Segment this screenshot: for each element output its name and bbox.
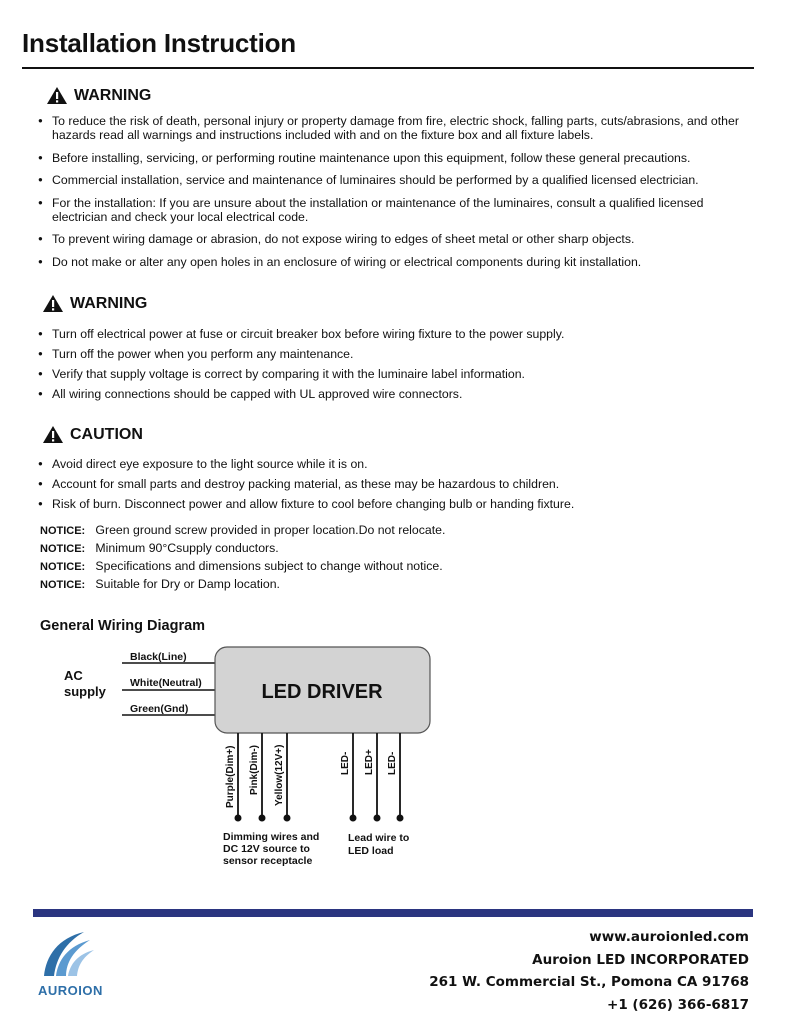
wire-label-green: Green(Gnd): [130, 703, 189, 715]
list-item: ● To prevent wiring damage or abrasion, do not expose wiring to edges of sheet metal or other sharp objects.: [38, 232, 758, 246]
caution-list: [38, 457, 758, 511]
logo-text: AUROION: [38, 983, 103, 998]
list-item: ● Do not make or alter any open holes in an enclosure of wiring or electrical components during kit installation.: [38, 255, 758, 269]
notice-line: [40, 558, 445, 576]
list-item: ● Avoid direct eye exposure to the light source while it is on.: [38, 457, 758, 471]
ac-label-line2: supply: [64, 684, 106, 699]
list-item: ● To reduce the risk of death, personal injury or property damage from fire, electric shock, falling parts, cuts/abrasions, and other hazards read all warnings and instructions included with and on the fixture box and all fixture labels.: [38, 114, 758, 143]
dimming-caption-line: DC 12V source to: [223, 843, 310, 855]
wire-label-pink: Pink(Dim-): [249, 745, 260, 795]
wire-label-black: Black(Line): [130, 651, 187, 663]
warning-list-1: [38, 114, 758, 269]
wire-end-dot: [235, 815, 242, 822]
notice-line: [40, 522, 445, 540]
notice-label: NOTICE:: [40, 561, 86, 573]
list-item: ● Verify that supply voltage is correct by comparing it with the luminaire label information.: [38, 367, 758, 381]
list-item: ● Risk of burn. Disconnect power and allow fixture to cool before changing bulb or handing fixture.: [38, 497, 758, 511]
warning-heading-text: WARNING: [70, 294, 148, 312]
wire-end-dot: [397, 815, 404, 822]
list-item: ● Turn off electrical power at fuse or circuit breaker box before wiring fixture to the power supply.: [38, 327, 758, 341]
notice-text: Suitable for Dry or Damp location.: [95, 577, 280, 591]
list-item: ● All wiring connections should be capped with UL approved wire connectors.: [38, 387, 758, 401]
page-title: Installation Instruction: [22, 28, 296, 58]
list-item: ● Before installing, servicing, or performing routine maintenance upon this equipment, follow these general precautions.: [38, 151, 758, 165]
ac-label-line1: AC: [64, 668, 83, 683]
company-name: Auroion LED INCORPORATED: [532, 951, 749, 968]
caution-heading: [42, 425, 143, 444]
led-caption-line: Lead wire to: [348, 832, 410, 844]
notice-text: Specifications and dimensions subject to change without notice.: [95, 559, 443, 573]
wire-end-dot: [284, 815, 291, 822]
diagram-title: General Wiring Diagram: [40, 618, 206, 634]
notice-line: [40, 576, 445, 594]
warning-heading-text: WARNING: [74, 86, 152, 104]
dimming-caption-line: sensor receptacle: [223, 855, 313, 867]
led-driver-label: LED DRIVER: [261, 681, 383, 703]
auroion-logo-icon: [36, 928, 96, 978]
list-item: ● Commercial installation, service and maintenance of luminaires should be performed by a qualified licensed electrician.: [38, 173, 758, 187]
warning-heading-1: [46, 86, 151, 105]
wiring-diagram: [0, 640, 791, 880]
website-link[interactable]: www.auroionled.com: [589, 929, 749, 945]
caution-heading-text: CAUTION: [70, 425, 143, 443]
company-info: [429, 926, 749, 1016]
wire-label-yellow: Yellow(12V+): [274, 744, 285, 806]
notice-label: NOTICE:: [40, 525, 86, 537]
wire-label-purple: Purple(Dim+): [225, 745, 236, 808]
warning-heading-2: [42, 294, 147, 313]
notice-text: Green ground screw provided in proper location.Do not relocate.: [95, 523, 446, 537]
wire-label-led-neg-2: LED-: [387, 751, 398, 775]
notices-block: [40, 522, 445, 594]
dimming-caption-line: Dimming wires and: [223, 831, 320, 843]
warning-triangle-icon: [42, 425, 64, 444]
notice-label: NOTICE:: [40, 579, 86, 591]
title-divider: [22, 67, 754, 69]
wire-end-dot: [259, 815, 266, 822]
wire-label-white: White(Neutral): [130, 677, 202, 689]
wire-label-led-neg-1: LED-: [340, 751, 351, 775]
notice-label: NOTICE:: [40, 543, 86, 555]
footer-bar: [33, 909, 753, 917]
wire-end-dot: [374, 815, 381, 822]
company-address: 261 W. Commercial St., Pomona CA 91768: [429, 974, 749, 990]
list-item: ● Turn off the power when you perform any maintenance.: [38, 347, 758, 361]
warning-triangle-icon: [46, 86, 68, 105]
list-item: ● For the installation: If you are unsure about the installation or maintenance of the luminaires, consult a qualified licensed electrician and check your local electrical code.: [38, 196, 712, 225]
company-logo: [36, 928, 116, 998]
list-item: ● Account for small parts and destroy packing material, as these may be hazardous to children.: [38, 477, 758, 491]
notice-text: Minimum 90°Csupply conductors.: [95, 541, 279, 555]
warning-triangle-icon: [42, 294, 64, 313]
company-phone: +1 (626) 366-6817: [607, 996, 749, 1013]
wire-end-dot: [350, 815, 357, 822]
warning-list-2: [38, 327, 758, 401]
led-caption-line: LED load: [348, 845, 394, 857]
wire-label-led-pos: LED+: [364, 749, 375, 775]
notice-line: [40, 540, 445, 558]
